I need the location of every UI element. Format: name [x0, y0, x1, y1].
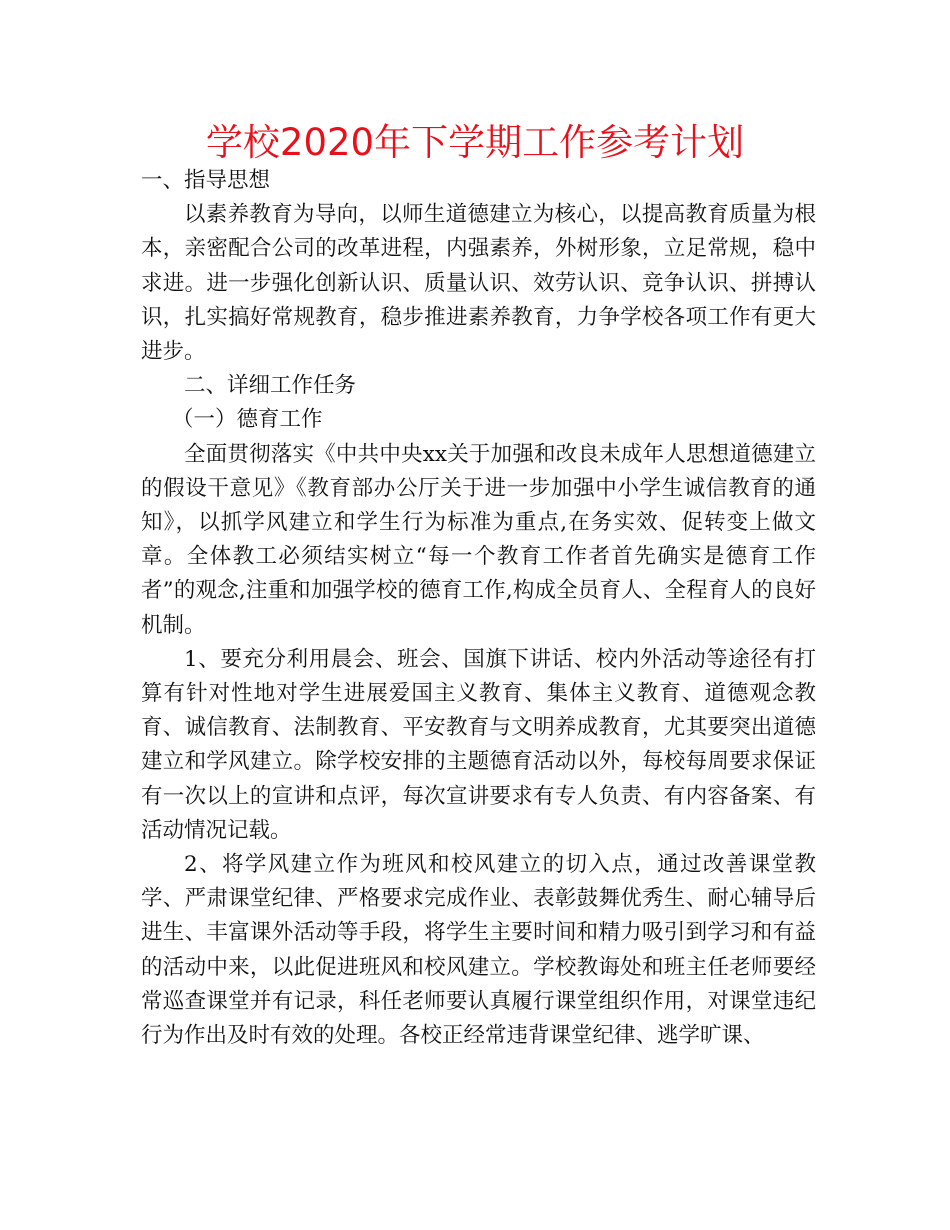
paragraph-guiding-ideology: 以素养教育为导向，以师生道德建立为核心，以提高教育质量为根本，亲密配合公司的改革进程，内强素养，外树形象，立足常规，稳中求进。进一步强化创新认识、质量认识、效劳认识、竞争认识、拼搏认识，扎实搞好常规教育，稳步推进素养教育，力争学校各项工作有更大进步。 [141, 202, 816, 365]
list-item-2: 2、将学风建立作为班风和校风建立的切入点，通过改善课堂教学、严肃课堂纪律、严格要求完成作业、表彰鼓舞优秀生、耐心辅导后进生、丰富课外活动等手段，将学生主要时间和精力吸引到学习和有益的活动中来，以此促进班风和校风建立。学校教诲处和班主任老师要经常巡查课堂并有记录，科任老师要认真履行课堂组织作用，对课堂违纪行为作出及时有效的处理。各校正经常违背课堂纪律、逃学旷课、 [141, 852, 816, 1049]
section-heading-work-tasks: 二、详细工作任务 [184, 373, 357, 399]
list-item-1: 1、要充分利用晨会、班会、国旗下讲话、校内外活动等途径有打算有针对性地对学生进展爱国主义教育、集体主义教育、道德观念教育、诚信教育、法制教育、平安教育与文明养成教育，尤其要突出道德建立和学风建立。除学校安排的主题德育活动以外，每校每周要求保证有一次以上的宣讲和点评，每次宣讲要求有专人负责、有内容备案、有活动情况记载。 [141, 646, 816, 843]
document-title: 学校2020年下学期工作参考计划 [205, 121, 745, 164]
paragraph-moral-education: 全面贯彻落实《中共中央xx关于加强和改良未成年人思想道德建立的假设干意见》《教育部办公厅关于进一步加强中小学生诚信教育的通知》，以抓学风建立和学生行为标准为重点,在务实效、促转变上做文章。全体教工必须结实树立“每一个教育工作者首先确实是德育工作者”的观念,注重和加强学校的德育工作,构成全员育人、全程育人的良好机制。 [141, 441, 816, 638]
subsection-heading-moral-education: （一）德育工作 [172, 407, 323, 433]
section-heading-guiding-ideology: 一、指导思想 [141, 168, 271, 193]
document-body [141, 164, 816, 1053]
